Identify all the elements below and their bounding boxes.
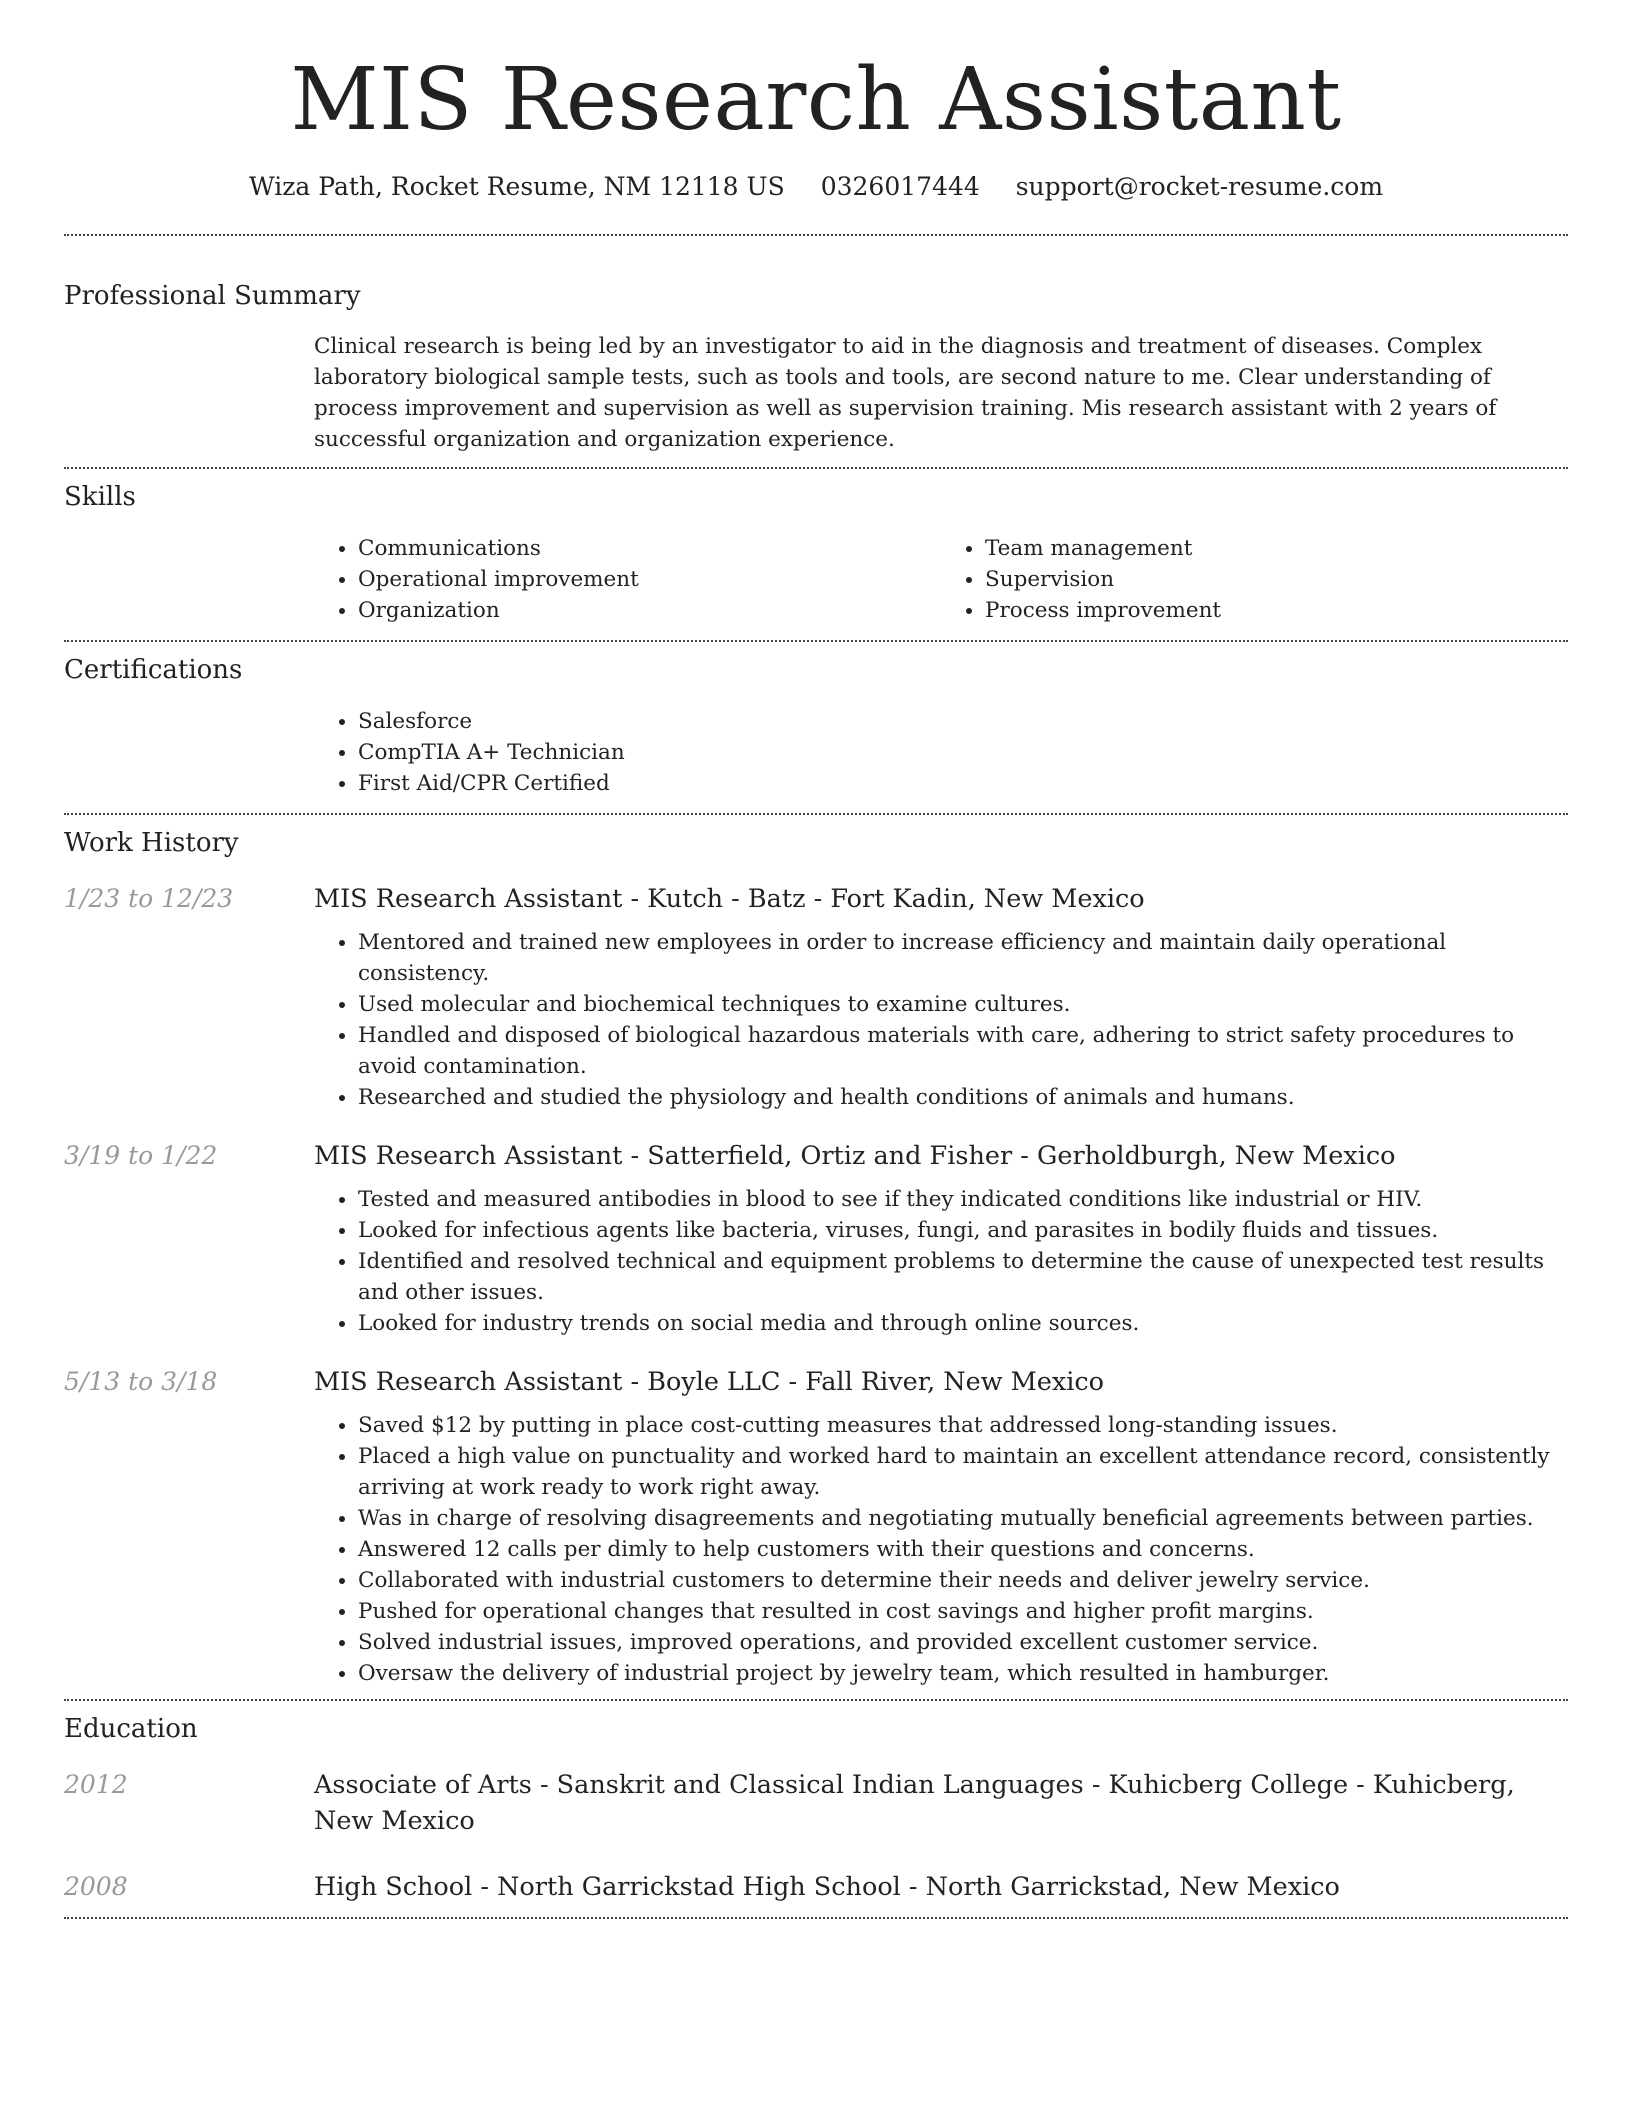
section-title-skills: Skills	[64, 482, 136, 512]
list-item: • Process improvement	[985, 595, 1568, 626]
work-date: 5/13 to 3/18	[64, 1367, 218, 1396]
work-date: 1/23 to 12/23	[64, 884, 234, 913]
education-date: 2012	[64, 1770, 128, 1799]
education-date: 2008	[64, 1872, 128, 1901]
summary-section	[64, 236, 1568, 467]
list-item: • Supervision	[985, 564, 1568, 595]
certifications-section	[64, 642, 1568, 813]
education-section	[64, 1701, 1568, 1917]
section-title-summary: Professional Summary	[64, 281, 361, 311]
work-title: MIS Research Assistant - Boyle LLC - Fall River, New Mexico	[314, 1367, 1105, 1397]
work-entry	[64, 1364, 1568, 1689]
work-bullets	[314, 1410, 1568, 1689]
section-title-work-history: Work History	[64, 828, 239, 858]
certifications-list	[314, 706, 1568, 799]
list-item: • Identified and resolved technical and equipment problems to determine the cause of unexpected test results and other issues.	[358, 1246, 1568, 1308]
contact-line	[64, 170, 1568, 204]
work-history-section	[64, 815, 1568, 1699]
skills-list-left	[314, 533, 941, 626]
list-item: • Researched and studied the physiology and health conditions of animals and humans.	[358, 1082, 1568, 1113]
list-item: • First Aid/CPR Certified	[358, 768, 1568, 799]
education-title: High School - North Garrickstad High School - North Garrickstad, New Mexico	[314, 1872, 1340, 1902]
list-item: • Saved $12 by putting in place cost-cutting measures that addressed long-standing issues.	[358, 1410, 1568, 1441]
education-entry	[64, 1869, 1568, 1905]
list-item: • Oversaw the delivery of industrial project by jewelry team, which resulted in hamburger.	[358, 1658, 1568, 1689]
section-title-certifications: Certifications	[64, 655, 243, 685]
contact-phone: 0326017444	[820, 172, 980, 201]
work-title: MIS Research Assistant - Kutch - Batz - Fort Kadin, New Mexico	[314, 884, 1145, 914]
education-title: Associate of Arts - Sanskrit and Classical Indian Languages - Kuhicberg College - Kuhicberg, New Mexico	[314, 1770, 1515, 1836]
list-item: • Team management	[985, 533, 1568, 564]
list-item: • Salesforce	[358, 706, 1568, 737]
list-item: • Looked for industry trends on social media and through online sources.	[358, 1308, 1568, 1339]
contact-email: support@rocket-resume.com	[1015, 172, 1384, 201]
list-item: • Operational improvement	[358, 564, 941, 595]
work-bullets	[314, 927, 1568, 1113]
list-item: • Communications	[358, 533, 941, 564]
list-item: • Handled and disposed of biological hazardous materials with care, adhering to strict safety procedures to avoid contamination.	[358, 1020, 1568, 1082]
list-item: • Answered 12 calls per dimly to help customers with their questions and concerns.	[358, 1534, 1568, 1565]
work-entry	[64, 881, 1568, 1113]
list-item: • Used molecular and biochemical techniques to examine cultures.	[358, 989, 1568, 1020]
summary-text: Clinical research is being led by an investigator to aid in the diagnosis and treatment of diseases. Complex laboratory biological sample tests, such as tools and tools, are second nature to me. Clear understanding of process improvement and supervision as well as supervision training. Mis research assistant with 2 years of successful organization and organization experience.	[314, 334, 1497, 452]
work-title: MIS Research Assistant - Satterfield, Ortiz and Fisher - Gerholdburgh, New Mexico	[314, 1141, 1396, 1171]
list-item: • Pushed for operational changes that resulted in cost savings and higher profit margins.	[358, 1596, 1568, 1627]
section-title-education: Education	[64, 1714, 198, 1744]
work-bullets	[314, 1184, 1568, 1339]
skills-section	[64, 469, 1568, 640]
list-item: • Placed a high value on punctuality and worked hard to maintain an excellent attendance record, consistently arriving at work ready to work right away.	[358, 1441, 1568, 1503]
list-item: • Mentored and trained new employees in order to increase efficiency and maintain daily operational consistency.	[358, 927, 1568, 989]
list-item: • Solved industrial issues, improved operations, and provided excellent customer service.	[358, 1627, 1568, 1658]
work-date: 3/19 to 1/22	[64, 1141, 218, 1170]
list-item: • Collaborated with industrial customers to determine their needs and deliver jewelry service.	[358, 1565, 1568, 1596]
work-entry	[64, 1138, 1568, 1339]
list-item: • Looked for infectious agents like bacteria, viruses, fungi, and parasites in bodily fluids and tissues.	[358, 1215, 1568, 1246]
contact-address: Wiza Path, Rocket Resume, NM 12118 US	[248, 172, 785, 201]
list-item: • Organization	[358, 595, 941, 626]
divider	[64, 1917, 1568, 1919]
resume-title: MIS Research Assistant	[290, 50, 1342, 150]
list-item: • Tested and measured antibodies in blood to see if they indicated conditions like industrial or HIV.	[358, 1184, 1568, 1215]
list-item: • Was in charge of resolving disagreements and negotiating mutually beneficial agreements between parties.	[358, 1503, 1568, 1534]
education-entry	[64, 1767, 1568, 1839]
skills-list-right	[941, 533, 1568, 626]
list-item: • CompTIA A+ Technician	[358, 737, 1568, 768]
